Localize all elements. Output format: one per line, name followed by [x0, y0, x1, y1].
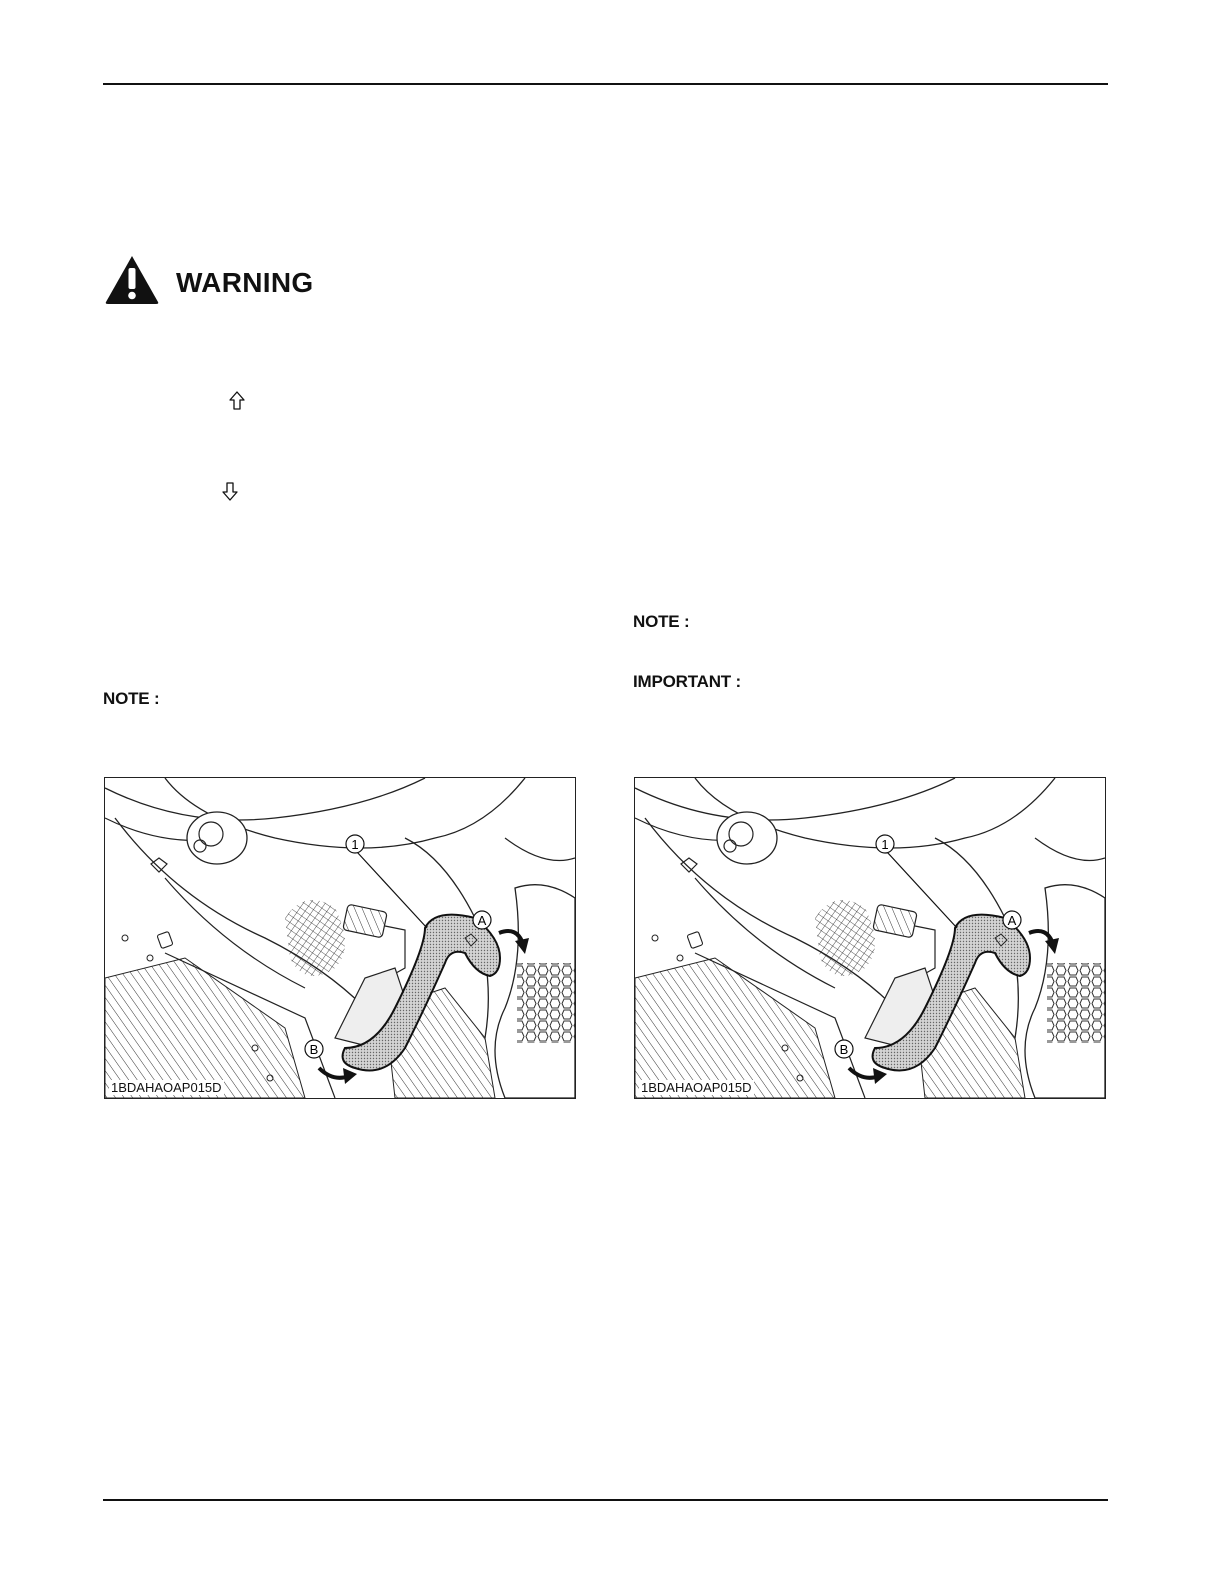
callout-b-label: B [309, 1042, 319, 1057]
figure-pedal-right [634, 777, 1106, 1099]
figure-code: 1BDAHAOAP015D [111, 1080, 222, 1095]
pedal-illustration [105, 778, 575, 1098]
figure-code: 1BDAHAOAP015D [641, 1080, 752, 1095]
figure-pedal-left [104, 777, 576, 1099]
down-arrow-icon [222, 481, 238, 501]
note-label-left: NOTE : [103, 689, 160, 708]
callout-a-label: A [477, 913, 487, 928]
callout-1-label: 1 [351, 837, 359, 852]
footer-rule [103, 1499, 1108, 1501]
note-label-right: NOTE : [633, 612, 690, 631]
warning-triangle-icon [104, 254, 160, 304]
callout-a-label: A [1007, 913, 1017, 928]
warning-header [104, 254, 313, 304]
callout-b-label: B [839, 1042, 849, 1057]
header-rule [103, 83, 1108, 85]
arrow-b-icon [343, 1068, 357, 1084]
arrow-b-icon [873, 1068, 887, 1084]
callout-1-label: 1 [881, 837, 889, 852]
warning-title: WARNING [176, 267, 314, 298]
pedal-illustration [635, 778, 1105, 1098]
up-arrow-icon [229, 391, 245, 411]
important-label: IMPORTANT : [633, 672, 741, 691]
